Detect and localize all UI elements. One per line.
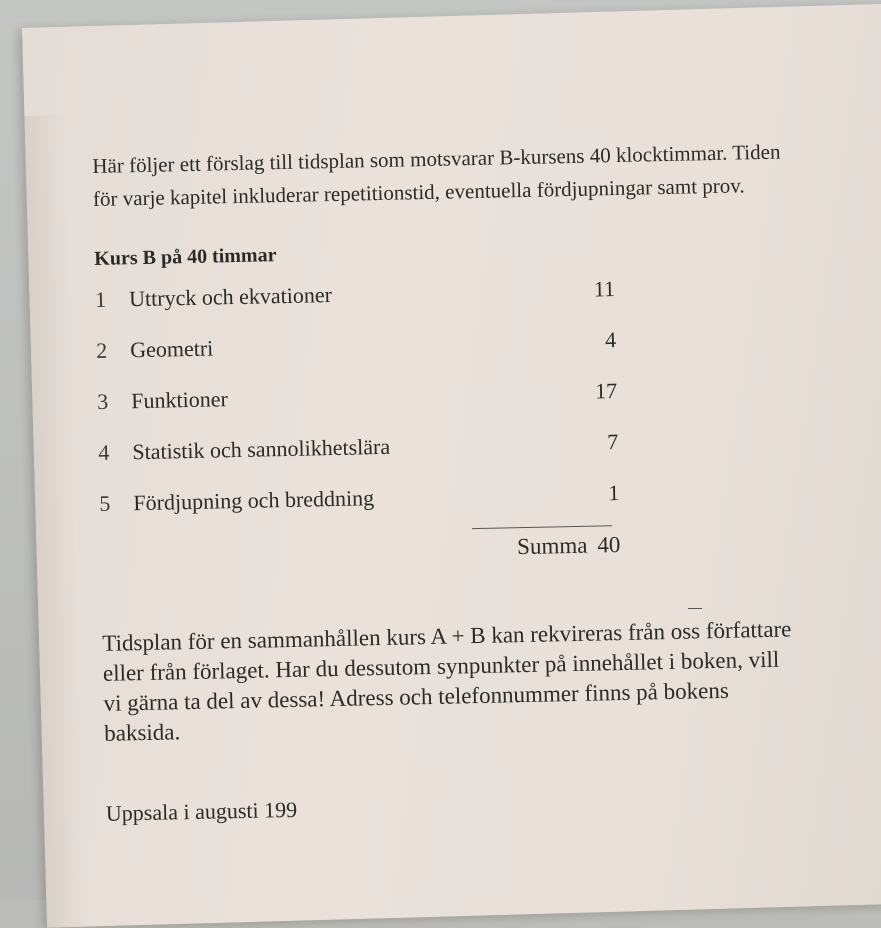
chapter-title: Geometri [129,335,214,363]
page-content [92,135,806,827]
intro-paragraph: Här följer ett förslag till tidsplan som motsvarar B-kursens 40 klocktimmar. Tiden för varje kapitel inkluderar repetitionstid, eventuella fördjupningar samt prov. [92,139,781,211]
schedule-row [99,480,620,542]
stray-dash-mark [688,608,702,609]
chapter-hours: 7 [606,429,619,455]
schedule-table [95,276,620,542]
schedule-heading: Kurs B på 40 timmar [94,244,277,270]
chapter-hours: 17 [594,378,618,404]
chapter-number: 1 [94,286,107,312]
chapter-hours: 4 [604,327,617,353]
chapter-number: 5 [99,490,111,516]
chapter-title: Fördjupning och breddning [133,485,375,516]
chapter-title: Funktioner [130,386,229,414]
chapter-hours: 1 [608,480,620,506]
closing-paragraph: Tidsplan för en sammanhållen kurs A + B kan rekvireras från oss författare eller från förlaget. Har du dessutom synpunkter på innehållet i boken, vill vi gärna ta del av dessa! Adress och telefonnummer finns på bokens baksida. [102,616,792,746]
signoff-line: Uppsala i augusti 199 [105,796,298,826]
chapter-hours: 11 [593,276,616,302]
sum-label: Summa [516,532,588,560]
chapter-title: Uttryck och ekvationer [128,282,333,312]
chapter-number: 2 [95,337,108,363]
sum-value: 40 [597,532,621,558]
chapter-title: Statistik och sannolikhetslära [132,433,391,465]
chapter-number: 3 [97,388,109,414]
chapter-number: 4 [98,439,110,465]
